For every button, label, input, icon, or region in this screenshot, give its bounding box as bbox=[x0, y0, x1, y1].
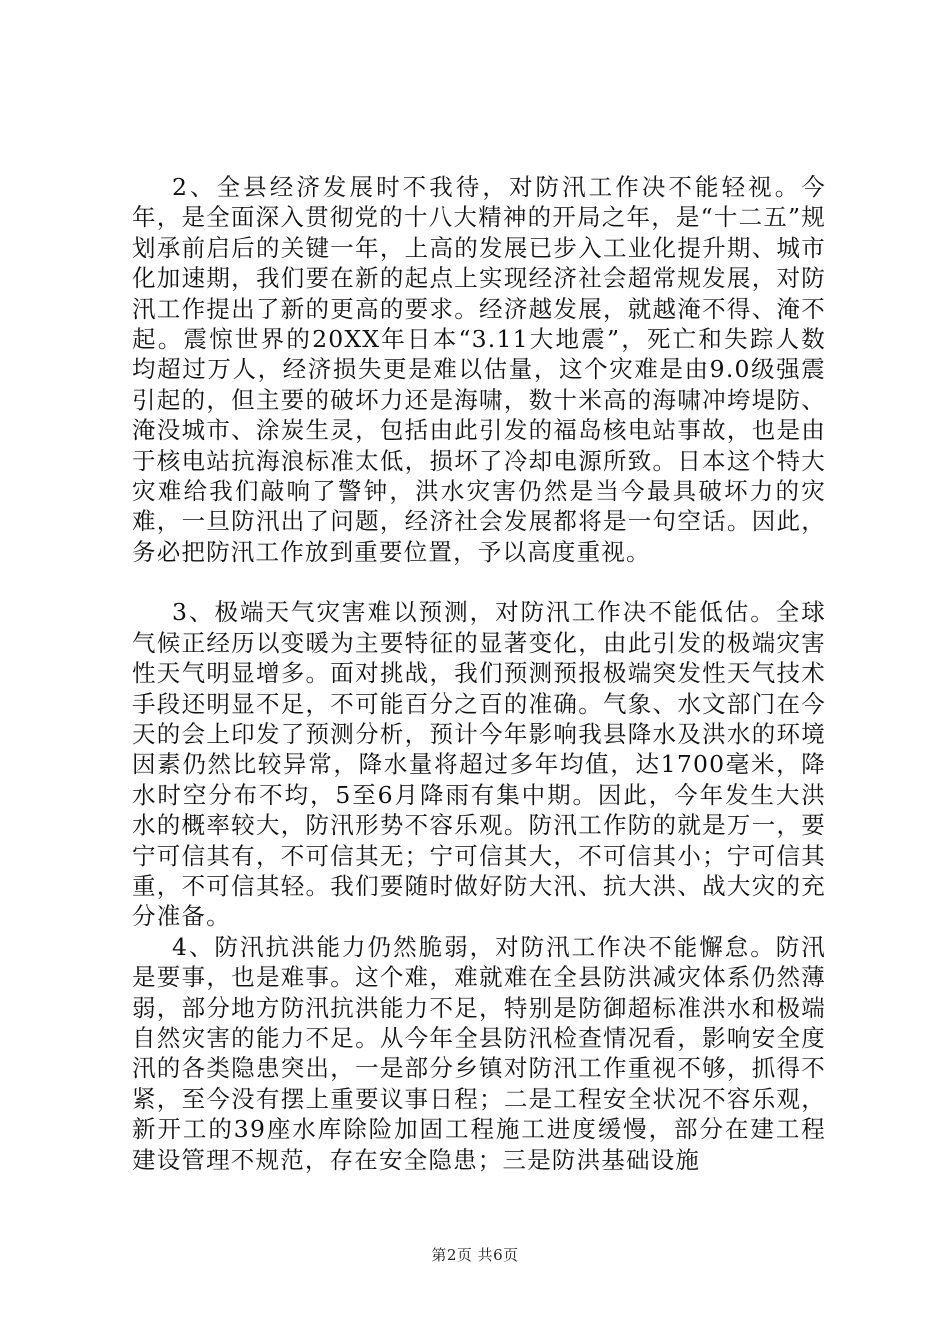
paragraph-3: 3、极端天气灾害难以预测，对防汛工作决不能低估。全球气候正经历以变暖为主要特征的显著变化，由此引发的极端灾害性天气明显增多。面对挑战，我们预测预报极端突发性天气技术手段还明显不足，不可能百分之百的准确。气象、水文部门在今天的会上印发了预测分析，预计今年影响我县降水及洪水的环境因素仍然比较异常，降水量将超过多年均值，达1700毫米，降水时空分布不均，5至6月降雨有集中期。因此，今年发生大洪水的概率较大，防汛形势不容乐观。防汛工作防的就是万一，要宁可信其有，不可信其无；宁可信其大，不可信其小；宁可信其重，不可信其轻。我们要随时做好防大汛、抗大洪、战大灾的充分准备。 bbox=[132, 598, 826, 931]
page-footer: 第2页 共6页 bbox=[431, 1246, 519, 1264]
paragraph-4: 4、防汛抗洪能力仍然脆弱，对防汛工作决不能懈怠。防汛是要事，也是难事。这个难，难就难在全县防洪减灾体系仍然薄弱，部分地方防汛抗洪能力不足，特别是防御超标准洪水和极端自然灾害的能力不足。从今年全县防汛检查情况看，影响安全度汛的各类隐患突出，一是部分乡镇对防汛工作重视不够，抓得不紧，至今没有摆上重要议事日程；二是工程安全状况不容乐观，新开工的39座水库除险加固工程施工进度缓慢，部分在建工程建设管理不规范，存在安全隐患；三是防洪基础设施 bbox=[132, 932, 826, 1174]
document-body bbox=[132, 172, 826, 1175]
paragraph-2: 2、全县经济发展时不我待，对防汛工作决不能轻视。今年，是全面深入贯彻党的十八大精神的开局之年，是“十二五”规划承前启后的关键一年，上高的发展已步入工业化提升期、城市化加速期，我们要在新的起点上实现经济社会超常规发展，对防汛工作提出了新的更高的要求。经济越发展，就越淹不得、淹不起。震惊世界的20XX年日本“3.11大地震”，死亡和失踪人数均超过万人，经济损失更是难以估量，这个灾难是由9.0级强震引起的，但主要的破坏力还是海啸，数十米高的海啸冲垮堤防、淹没城市、涂炭生灵，包括由此引发的福岛核电站事故，也是由于核电站抗海浪标准太低，损坏了冷却电源所致。日本这个特大灾难给我们敲响了警钟，洪水灾害仍然是当今最具破坏力的灾难，一旦防汛出了问题，经济社会发展都将是一句空话。因此，务必把防汛工作放到重要位置，予以高度重视。 bbox=[132, 173, 826, 566]
